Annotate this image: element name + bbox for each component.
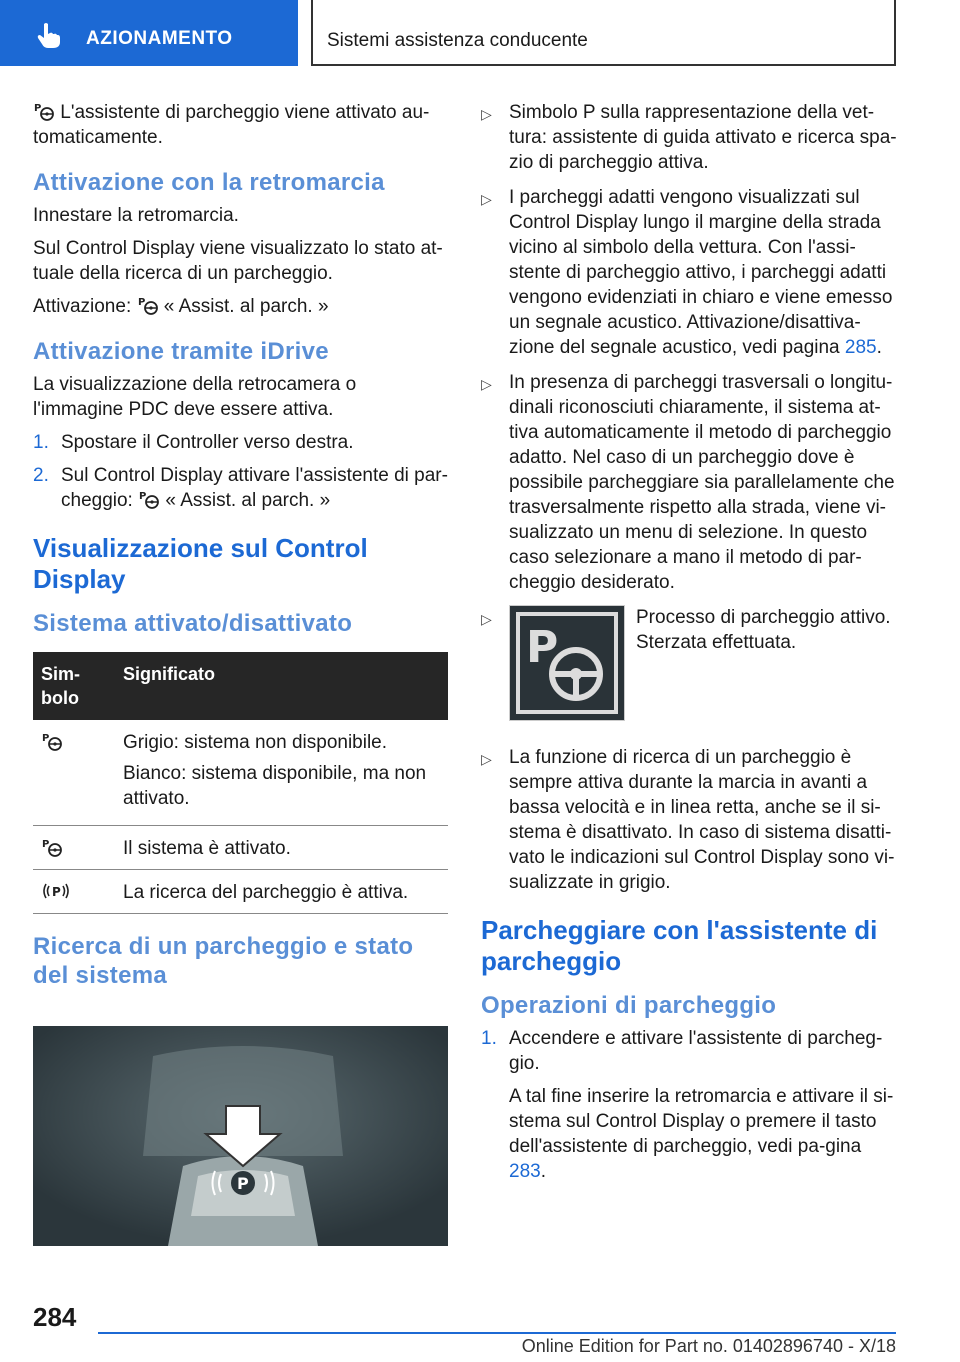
page-number: 284 xyxy=(33,1302,77,1332)
triangle-bullet-icon: ▷ xyxy=(481,611,492,627)
step-text xyxy=(61,463,448,513)
triangle-bullet-icon: ▷ xyxy=(481,376,492,392)
reverse-p2: Sul Control Display viene visualizzato lo stato at-tuale della ricerca di un parcheggio. xyxy=(33,238,443,284)
op-step-1 xyxy=(481,1026,897,1192)
op1-text-b-main: A tal fine inserire la retromarcia e attivare il si-stema sul Control Display o premere il tasto dell'assistente di parcheggio, vedi pa-gina xyxy=(509,1086,894,1157)
parking-view-image xyxy=(33,1026,448,1246)
svg-text:P: P xyxy=(137,297,145,308)
parking-search-icon xyxy=(41,880,71,902)
col-meaning: Significato xyxy=(115,652,448,720)
table-row xyxy=(33,826,448,870)
activation-prefix: Attivazione: xyxy=(33,296,132,317)
list-item xyxy=(481,605,897,735)
bullet-text: La funzione di ricerca di un parcheggio è sempre attiva durante la marcia in avanti a bassa velocità e in linea retta, anche se il si-stema è disattivato. In caso di sistema disatti-vato le indicazioni sul Control Display sono vi-sualizzate in grigio. xyxy=(509,747,895,893)
step-number: 1. xyxy=(481,1028,497,1049)
list-item xyxy=(481,745,897,895)
symbol-table xyxy=(33,652,448,914)
bullet-text-main: I parcheggi adatti vengono visualizzati sul Control Display lungo il margine della strada vicino al simbolo della vettura. Con l'assi-stente di parcheggio attivo, i parcheggi adatti vengono evidenziati in chiaro e viene emesso un segnale acustico. Attivazione/disattiva-zione del segnale acustico, vedi pagina xyxy=(509,187,893,358)
left-column xyxy=(33,100,448,996)
step-text: Spostare il Controller verso destra. xyxy=(61,432,354,453)
hand-pointer-icon xyxy=(34,20,64,50)
row2-text: Il sistema è attivato. xyxy=(115,826,448,870)
parking-process-box xyxy=(509,605,897,721)
triangle-bullet-icon: ▷ xyxy=(481,106,492,122)
step-body xyxy=(509,1026,897,1192)
parking-assistant-icon xyxy=(137,294,159,316)
table-row xyxy=(33,720,448,826)
bullet-text: Simbolo P sulla rappresentazione della vet-tura: assistente di guida attivato e ricerca spa-zio di parcheggio attiva. xyxy=(509,102,897,173)
heading-park: Parcheggiare con l'assistente di parcheggio xyxy=(481,915,878,976)
intro-text: L'assistente di parcheggio viene attivato au-tomaticamente. xyxy=(33,102,430,148)
step-number: 1. xyxy=(33,432,49,453)
step-text-main: Sul Control Display attivare l'assistente di par-cheggio: xyxy=(61,465,448,511)
reverse-p1: Innestare la retromarcia. xyxy=(33,205,239,226)
parking-steering-icon xyxy=(509,605,625,721)
op1-text-a: Accendere e attivare l'assistente di parcheg-gio. xyxy=(509,1028,883,1074)
table-row xyxy=(33,870,448,914)
list-item xyxy=(481,185,897,360)
svg-text:P: P xyxy=(139,491,147,502)
list-item xyxy=(481,100,897,175)
chapter-label: AZIONAMENTO xyxy=(86,28,233,49)
bullet-text: In presenza di parcheggi trasversali o longitu-dinali riconosciuti chiaramente, il sistema at-tiva automaticamente il metodo di parcheggio adatto. Nel caso di un parcheggio dove è possibile parcheggiare sia parallelamente che trasversalmente rispetto alla strada, viene vi-sualizzato un menu di selezione. In questo caso selezionare a mano il metodo di par-cheggio desiderato. xyxy=(509,372,895,593)
step-number: 2. xyxy=(33,465,49,486)
step-menu: « Assist. al parch. » xyxy=(165,490,331,511)
parking-assistant-icon xyxy=(41,836,63,858)
svg-text:P: P xyxy=(42,733,50,744)
intro-paragraph xyxy=(33,100,448,150)
heading-search: Ricerca di un parcheggio e stato del sistema xyxy=(33,933,414,989)
heading-idrive: Attivazione tramite iDrive xyxy=(33,338,329,365)
step-1 xyxy=(33,430,448,455)
svg-text:P: P xyxy=(526,622,559,673)
heading-ops: Operazioni di parcheggio xyxy=(481,992,777,1019)
chapter-tab[interactable] xyxy=(0,0,298,66)
svg-text:P: P xyxy=(52,885,61,899)
svg-text:P: P xyxy=(34,103,42,114)
right-column xyxy=(481,100,897,1200)
bullet-text: I parcheggi adatti vengono visualizzati sul Control Display lungo il margine della strada vicino al simbolo della vettura. Con l'assi-stente di parcheggio attivo, i parcheggi adatti vengono evidenziati in chiaro e viene emesso un segnale acustico. Attivazione/disattiva-zione del segnale acustico, vedi pagina 285. xyxy=(509,187,893,358)
col-symbol: Sim-bolo xyxy=(33,652,115,720)
row1-text-a: Grigio: sistema non disponibile. xyxy=(123,732,388,753)
footer-divider xyxy=(98,1332,896,1334)
section-label: Sistemi assistenza conducente xyxy=(327,30,588,51)
activation-line xyxy=(33,294,448,319)
triangle-bullet-icon: ▷ xyxy=(481,191,492,207)
page-link[interactable]: 285 xyxy=(844,337,877,358)
process-text: Processo di parcheggio attivo. Sterzata effettuata. xyxy=(636,607,891,653)
heading-display: Visualizzazione sul Control Display xyxy=(33,533,368,594)
step-2 xyxy=(33,463,448,513)
idrive-paragraph: La visualizzazione della retrocamera o l'immagine PDC deve essere attiva. xyxy=(33,374,357,420)
heading-reverse: Attivazione con la retromarcia xyxy=(33,169,385,196)
op1-text-b: A tal fine inserire la retromarcia e attivare il si-stema sul Control Display o premere il tasto dell'assistente di parcheggio, vedi pa-gina 283. xyxy=(509,1086,894,1182)
parking-assistant-icon xyxy=(138,488,160,510)
svg-text:P: P xyxy=(237,1174,249,1193)
page-link[interactable]: 283 xyxy=(509,1161,541,1182)
row3-text: La ricerca del parcheggio è attiva. xyxy=(115,870,448,914)
list-item xyxy=(481,370,897,595)
activation-menu: « Assist. al parch. » xyxy=(163,296,329,317)
parking-assistant-icon xyxy=(41,730,63,752)
parking-assistant-icon xyxy=(33,100,55,122)
table-header xyxy=(33,652,448,720)
edition-text: Online Edition for Part no. 01402896740 - X/18 xyxy=(521,1336,896,1356)
row1-text-b: Bianco: sistema disponibile, ma non attivato. xyxy=(123,763,427,809)
svg-text:P: P xyxy=(42,839,50,850)
section-header xyxy=(311,0,896,66)
heading-status: Sistema attivato/disattivato xyxy=(33,610,353,637)
triangle-bullet-icon: ▷ xyxy=(481,751,492,767)
